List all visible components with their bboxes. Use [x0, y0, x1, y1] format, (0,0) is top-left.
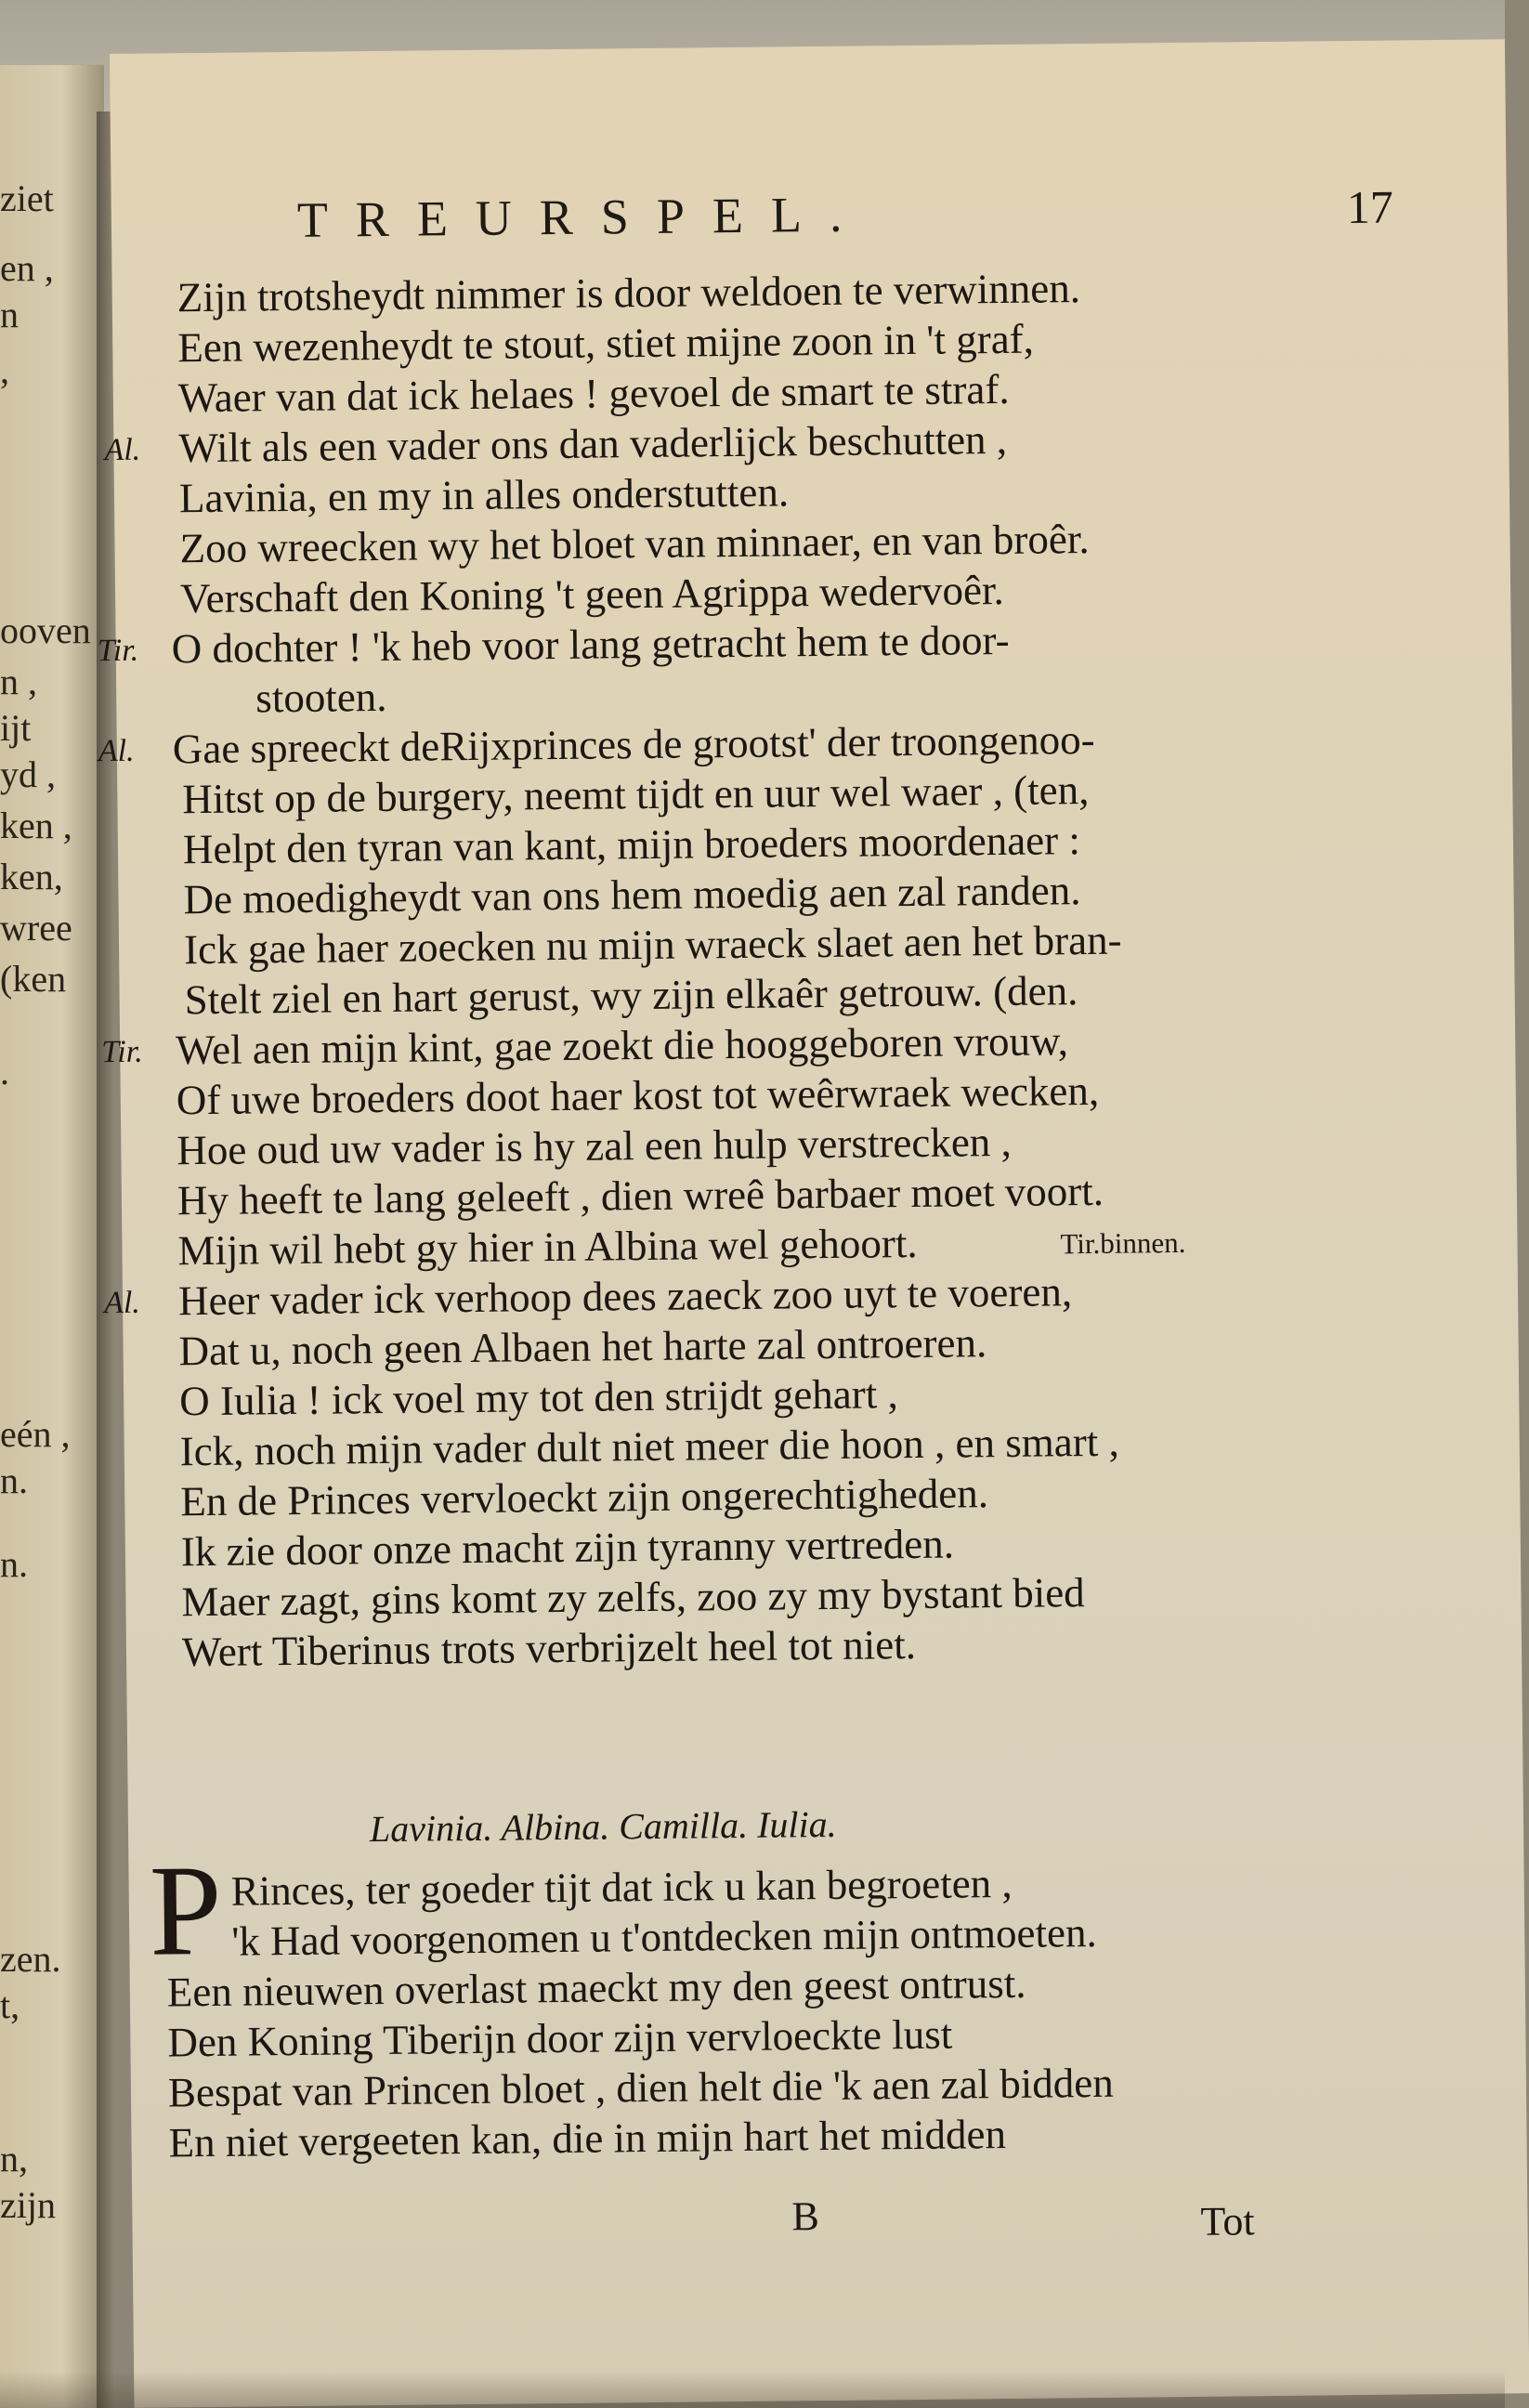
scene-cast-list: Lavinia. Albina. Camilla. Iulia. [369, 1802, 837, 1851]
verse-line: Waer van dat ick helaes ! gevoel de smart te straf. [177, 365, 1010, 422]
verse-line: Of uwe broeders doot haer kost tot weêrwraek wecken, [176, 1067, 1100, 1124]
verse-line: stooten. [255, 673, 387, 722]
speaker-label: Tir. [97, 633, 139, 669]
verse-line: Ick gae haer zoecken nu mijn wraeck slaet aen het bran- [183, 916, 1122, 974]
facing-text: n , [0, 661, 37, 702]
verse-line: Rinces, ter goeder tijt dat ick u kan begroeten , [230, 1859, 1013, 1915]
facing-text: ijt [0, 707, 32, 749]
verse-line: Stelt ziel en hart gerust, wy zijn elkaêr getrouw. (den. [184, 967, 1078, 1024]
verse-line: Wilt als een vader ons dan vaderlijck beschutten , [178, 415, 1008, 472]
facing-text: ziet [0, 177, 54, 219]
verse-line: Dat u, noch geen Albaen het harte zal ontroeren. [178, 1319, 987, 1375]
running-head: TREURSPEL. [296, 186, 870, 248]
verse-line: Mijn wil hebt gy hier in Albina wel gehoort. [177, 1219, 918, 1275]
verse-line: Zijn trotsheydt nimmer is door weldoen te verwinnen. [176, 265, 1081, 321]
verse-line: O dochter ! 'k heb voor lang getracht hem te door- [171, 616, 1010, 673]
verse-line: Hitst op de burgery, neemt tijdt en uur wel waer , (ten, [182, 766, 1090, 823]
verse-line: O Iulia ! ick voel my tot den strijdt gehart , [178, 1370, 898, 1425]
verse-line: Een nieuwen overlast maeckt my den geest ontrust. [166, 1959, 1026, 2016]
facing-text: n. [0, 1543, 28, 1585]
drop-cap: P [149, 1838, 223, 1983]
verse-line: Hy heeft te lang geleeft , dien wreê barbaer moet voort. [176, 1167, 1104, 1224]
verse-line: Ik zie door onze macht zijn tyranny vertreden. [180, 1520, 955, 1576]
speaker-label: Al. [98, 733, 135, 769]
verse-line: 'k Had voorgenomen u t'ontdecken mijn ontmoeten. [231, 1908, 1097, 1965]
facing-page-edge [0, 65, 104, 2408]
verse-line: De moedigheydt van ons hem moedig aen zal randen. [183, 867, 1081, 923]
verse-line: Een wezenheydt te stout, stiet mijne zoon in 't graf, [177, 315, 1035, 372]
facing-text: wree [0, 907, 72, 949]
verse-line: Bespat van Princen bloet , dien helt die 'k aen zal bidden [167, 2059, 1114, 2116]
facing-text: t, [0, 1984, 20, 2026]
speaker-label: Al. [103, 1285, 140, 1321]
facing-text: . [0, 1051, 9, 1093]
facing-text: zen. [0, 1938, 61, 1980]
verse-line: Wel aen mijn kint, gae zoekt die hooggeboren vrouw, [175, 1017, 1069, 1074]
facing-text: yd , [0, 753, 56, 795]
verse-line: Gae spreeckt deRijxprinces de grootst' der troongenoo- [172, 715, 1095, 773]
facing-text: ooven [0, 609, 91, 651]
facing-text: en , [0, 247, 54, 289]
verse-line: Hoe oud uw vader is hy zal een hulp verstrecken , [176, 1118, 1013, 1174]
speaker-label: Al. [104, 432, 141, 468]
facing-text: ken, [0, 856, 63, 897]
verse-line: Verschaft den Koning 't geen Agrippa wedervoêr. [179, 566, 1004, 622]
page-header [297, 180, 1394, 266]
verse-line: Lavinia, en my in alles onderstutten. [178, 468, 790, 522]
facing-text: n, [0, 2138, 28, 2179]
verse-line: Zoo wreecken wy het bloet van minnaer, en van broêr. [179, 515, 1090, 572]
verse-line: Ick, noch mijn vader dult niet meer die hoon , en smart , [179, 1418, 1119, 1475]
facing-text: n [0, 294, 19, 335]
bottom-shadow [0, 2371, 1505, 2408]
speaker-label: Tir. [101, 1034, 143, 1070]
book-page [97, 39, 1529, 2408]
facing-text: zijn [0, 2184, 56, 2226]
page-number: 17 [1346, 180, 1394, 234]
facing-text: n. [0, 1459, 28, 1501]
facing-text: ken , [0, 805, 72, 846]
catchword: Tot [1200, 2198, 1255, 2244]
verse-line: Maer zagt, gins komt zy zelfs, zoo zy my bystant bied [181, 1569, 1085, 1626]
verse-line: Heer vader ick verhoop dees zaeck zoo uyt te voeren, [177, 1268, 1073, 1325]
verse-line: Den Koning Tiberijn door zijn vervloeckte lust [167, 2010, 953, 2066]
verse-line: Helpt den tyran van kant, mijn broeders moordenaer : [182, 817, 1081, 873]
verse-line: En niet vergeeten kan, die in mijn hart het midden [168, 2111, 1007, 2166]
verse-line: Wert Tiberinus trots verbrijzelt heel tot niet. [181, 1621, 917, 1676]
verse-line: En de Princes vervloeckt zijn ongerechtigheden. [180, 1470, 989, 1525]
facing-text: , [0, 349, 9, 391]
stage-direction: Tir.binnen. [1060, 1225, 1186, 1261]
facing-text: (ken [0, 958, 67, 1000]
signature-mark: B [791, 2193, 820, 2240]
facing-text: eén , [0, 1413, 71, 1455]
